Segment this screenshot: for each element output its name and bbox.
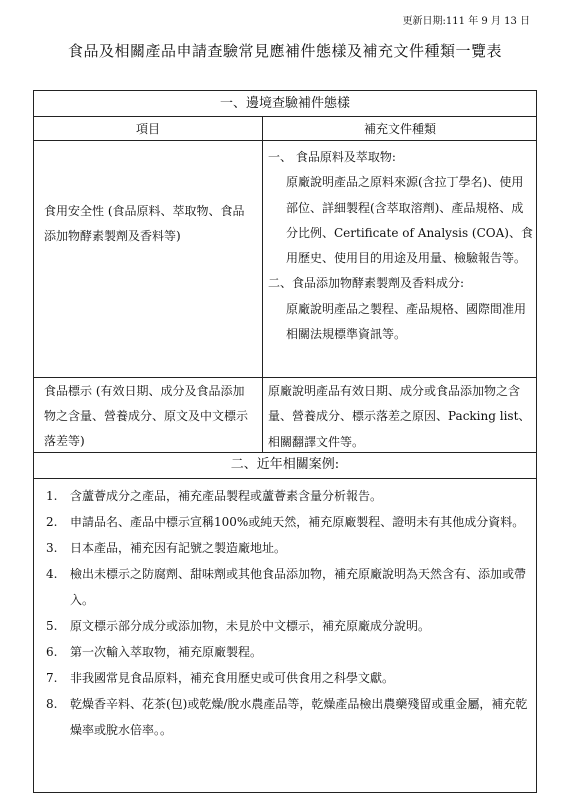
case-text: 日本產品，補充因有記號之製造廠地址。 xyxy=(70,541,287,555)
table-row xyxy=(34,141,536,378)
table-header-row xyxy=(34,117,536,141)
list-item xyxy=(44,613,530,639)
list-item xyxy=(44,509,530,535)
case-list xyxy=(44,483,530,743)
case-number: 8. xyxy=(46,697,58,711)
docs-heading: 一、 食品原料及萃取物: xyxy=(268,150,396,164)
case-text: 第一次輸入萃取物，補充原廠製程。 xyxy=(70,645,263,659)
case-number: 6. xyxy=(46,645,58,659)
column-header-item: 項目 xyxy=(135,122,160,136)
case-text: 檢出未標示之防腐劑、甜味劑或其他食品添加物，補充原廠說明為天然含有、添加或帶入。 xyxy=(70,567,527,607)
docs-paragraph: 原廠說明產品之製程、產品規格、國際間准用相關法規標準資訊等。 xyxy=(286,301,527,342)
list-item xyxy=(44,691,530,743)
case-text: 申請品名、產品中標示宣稱100%或純天然，補充原廠製程、證明未有其他成分資料。 xyxy=(70,515,525,529)
column-header-docs: 補充文件種類 xyxy=(363,122,436,136)
list-item xyxy=(44,483,530,509)
case-text: 非我國常見食品原料，補充食用歷史或可供食用之科學文獻。 xyxy=(70,671,395,685)
update-date: 更新日期:111 年 9 月 13 日 xyxy=(402,16,530,27)
section2-heading: 二、近年相關案例: xyxy=(34,453,536,479)
requirements-table xyxy=(33,90,537,793)
row-item-food-safety: 食用安全性 (食品原料、萃取物、食品添加物酵素製劑及香料等) xyxy=(44,204,245,243)
document-title: 食品及相關產品申請查驗常見應補件態樣及補充文件種類一覽表 xyxy=(67,42,502,60)
row-docs-food-safety xyxy=(268,145,534,347)
section1-heading: 一、邊境查驗補件態樣 xyxy=(34,91,536,117)
list-item xyxy=(44,665,530,691)
list-item xyxy=(44,535,530,561)
docs-paragraph: 原廠說明產品之原料來源(含拉丁學名)、使用部位、詳細製程(含萃取溶劑)、產品規格、成分比例、Certificate of Analysis (COA)、食用歷史、使用目的用途及用量、檢驗報告等。 xyxy=(286,175,533,266)
case-text: 含蘆薈成分之產品，補充產品製程或蘆薈素含量分析報告。 xyxy=(70,489,383,503)
case-text: 原文標示部分成分或添加物，未見於中文標示，補充原廠成分說明。 xyxy=(70,619,431,633)
case-text: 乾燥香辛料、花茶(包)或乾燥/脫水農產品等，乾燥產品檢出農藥殘留或重金屬，補充乾燥率或脫水倍率。。 xyxy=(70,697,528,737)
list-item xyxy=(44,561,530,613)
row-docs-food-labeling xyxy=(268,379,534,455)
docs-heading: 二、食品添加物酵素製劑及香料成分: xyxy=(268,276,465,291)
case-number: 5. xyxy=(46,619,58,633)
case-number: 3. xyxy=(46,541,58,555)
case-number: 1. xyxy=(46,489,58,503)
row-item-food-labeling: 食品標示 (有效日期、成分及食品添加物之含量、營養成分、原文及中文標示落差等) xyxy=(44,384,249,448)
case-number: 7. xyxy=(46,671,58,685)
case-number: 4. xyxy=(46,567,58,581)
case-number: 2. xyxy=(46,515,58,529)
table-row xyxy=(34,378,536,453)
list-item xyxy=(44,639,530,665)
docs-paragraph: 原廠說明產品有效日期、成分或食品添加物之含量、營養成分、標示落差之原因、Packing list、相關翻譯文件等。 xyxy=(268,384,531,449)
